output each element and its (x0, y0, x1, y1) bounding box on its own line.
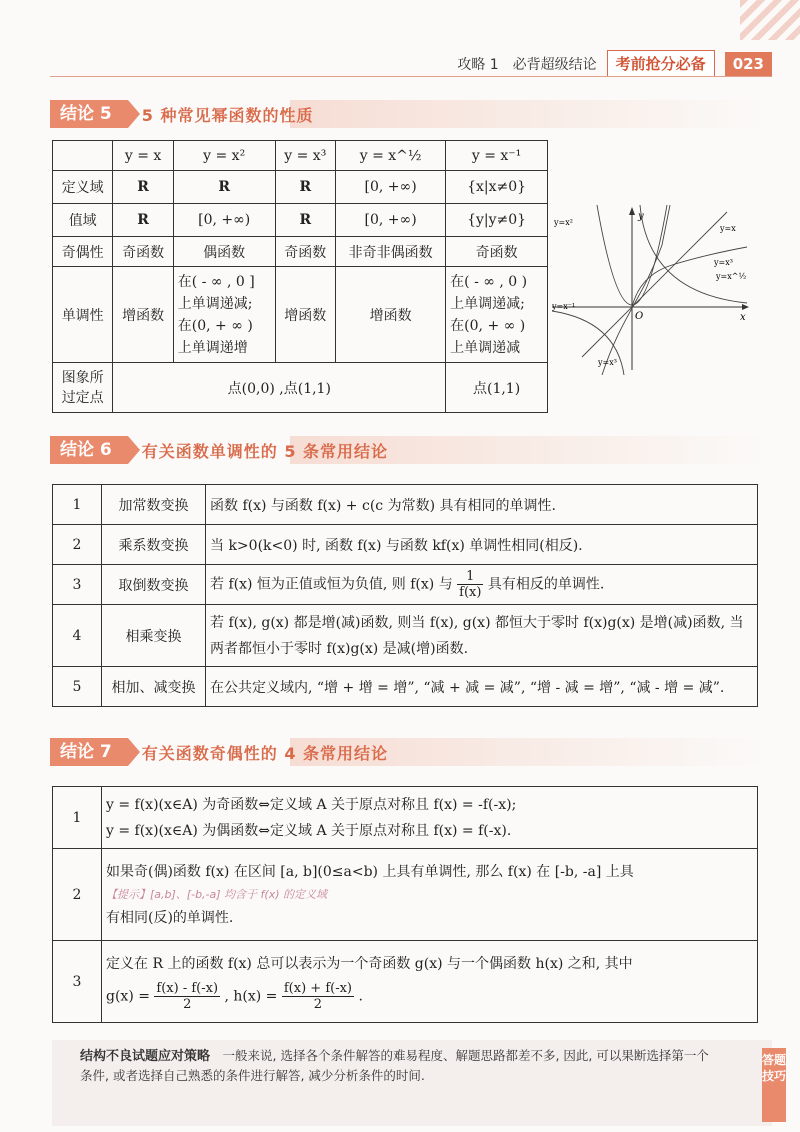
row-name: 乘系数变换 (102, 525, 206, 565)
running-header (457, 50, 772, 77)
fraction-denominator: f(x) (459, 585, 482, 600)
section7-title (50, 738, 388, 766)
row-label: 图象所 过定点 (53, 363, 113, 413)
section5-heading: 5 种常见幂函数的性质 (141, 105, 314, 125)
table-row (53, 267, 548, 363)
y-arrow-icon (629, 207, 635, 215)
table-row (53, 204, 548, 237)
table-row (53, 941, 758, 1023)
row-name: 相乘变换 (102, 605, 206, 667)
row-text: 在公共定义域内, “增 + 增 = 增”, “减 + 减 = 减”, “增 - 减 = 增”, “减 - 增 = 减”. (206, 667, 758, 707)
cell: R (113, 204, 173, 237)
side-tab: 答题技巧 (762, 1048, 786, 1122)
g-label: g(x) = (106, 988, 150, 1005)
y-axis-label: y (638, 211, 644, 222)
col-header: y = x³ (275, 141, 335, 171)
section5-title (50, 100, 313, 128)
table-row (53, 565, 758, 605)
row-text-before: 若 f(x) 恒为正值或恒为负值, 则 f(x) 与 (210, 576, 453, 593)
row-text: 当 k>0(k<0) 时, 函数 f(x) 与函数 kf(x) 单调性相同(相反). (206, 525, 758, 565)
cell: R (173, 171, 275, 204)
cell: {y|y≠0} (446, 204, 548, 237)
col-header: y = x⁻¹ (446, 141, 548, 171)
cell: 在( - ∞ , 0 ) 上单调递减; 在(0, + ∞ ) 上单调递减 (446, 267, 548, 363)
table-row (53, 667, 758, 707)
row-text: 若 f(x), g(x) 都是增(减)函数, 则当 f(x), g(x) 都恒大于零时 f(x)g(x) 是增(减)函数, 当两者都恒小于零时 f(x)g(x) 是减(增)函数. (206, 605, 758, 667)
table-row (53, 363, 548, 413)
fraction (282, 981, 354, 1012)
row-line: 有相同(反)的单调性. (106, 909, 234, 926)
row-text: 函数 f(x) 与函数 f(x) + c(c 为常数) 具有相同的单调性. (206, 485, 758, 525)
cell: 增函数 (275, 267, 335, 363)
cell: R (275, 204, 335, 237)
table-row (53, 605, 758, 667)
cell: 增函数 (113, 267, 173, 363)
row-label: 定义域 (53, 171, 113, 204)
table-corner (53, 141, 113, 171)
table-row (53, 237, 548, 267)
cell: 点(1,1) (446, 363, 548, 413)
row-text (102, 849, 758, 941)
row-number: 3 (53, 941, 102, 1023)
fraction-numerator: f(x) - f(-x) (156, 981, 219, 996)
x-axis-label: x (740, 312, 746, 323)
table-row (53, 849, 758, 941)
footer-body: 一般来说, 选择各个条件解答的难易程度、解题思路都差不多, 因此, 可以果断选择第一个条件, 或者选择自己熟悉的条件进行解答, 减少分析条件的时间. (80, 1048, 709, 1083)
cell: 非奇非偶函数 (336, 237, 446, 267)
row-label: 值域 (53, 204, 113, 237)
chapter-title: 攻略 1 必背超级结论 (457, 56, 597, 73)
row-line: y = f(x)(x∈A) 为偶函数⇔定义域 A 关于原点对称且 f(x) = f(-x). (106, 822, 512, 839)
cell: 偶函数 (173, 237, 275, 267)
cell: {x|x≠0} (446, 171, 548, 204)
parity-table (52, 786, 758, 1023)
row-number: 2 (53, 525, 102, 565)
label-y-inv: y=x⁻¹ (552, 302, 576, 311)
table-row (53, 485, 758, 525)
label-y-x3-bottom: y=x³ (598, 358, 617, 367)
row-text-after: 具有相反的单调性. (487, 576, 605, 593)
label-y-x2: y=x² (554, 218, 573, 227)
section6-title (50, 436, 388, 464)
table-row (53, 787, 758, 849)
row-label: 奇偶性 (53, 237, 113, 267)
section6-heading: 有关函数单调性的 5 条常用结论 (141, 441, 389, 461)
cell: R (113, 171, 173, 204)
section7-heading: 有关函数奇偶性的 4 条常用结论 (141, 743, 389, 763)
row-text (102, 941, 758, 1023)
row-number: 1 (53, 787, 102, 849)
row-line: y = f(x)(x∈A) 为奇函数⇔定义域 A 关于原点对称且 f(x) = -f(-x); (106, 796, 517, 813)
footer-text (80, 1046, 710, 1085)
book-badge: 考前抢分必备 (607, 50, 715, 77)
x-arrow-icon (742, 304, 749, 310)
h-label: , h(x) = (224, 988, 278, 1005)
cell: R (275, 171, 335, 204)
cell: 奇函数 (446, 237, 548, 267)
footer-title: 结构不良试题应对策略 (80, 1049, 211, 1064)
fraction-numerator: f(x) + f(-x) (283, 981, 352, 996)
fraction-denominator: 2 (183, 997, 192, 1012)
page-number: 023 (725, 52, 772, 76)
row-name: 加常数变换 (102, 485, 206, 525)
table-row (53, 525, 758, 565)
curve-y-inv-pos (640, 205, 747, 303)
cell: 在( - ∞ , 0 ] 上单调递减; 在(0, + ∞ ) 上单调递增 (173, 267, 275, 363)
row-name: 相加、减变换 (102, 667, 206, 707)
cell: [0, +∞) (336, 171, 446, 204)
formula-end: . (358, 988, 363, 1005)
row-line: 如果奇(偶)函数 f(x) 在区间 [a, b](0≤a<b) 上具有单调性, 那么 f(x) 在 [-b, -a] 上具 (106, 863, 634, 880)
table-row (53, 171, 548, 204)
section7-tag: 结论 7 (50, 738, 128, 766)
row-line: 定义在 R 上的函数 f(x) 总可以表示为一个奇函数 g(x) 与一个偶函数 h(x) 之和, 其中 (106, 956, 633, 972)
section5-tag: 结论 5 (50, 100, 128, 128)
fraction (457, 569, 483, 600)
cell: 奇函数 (113, 237, 173, 267)
row-text (102, 787, 758, 849)
row-number: 4 (53, 605, 102, 667)
handwritten-hint: 【提示】[a,b]、[-b,-a] 均含于 f(x) 的定义域 (106, 887, 327, 901)
cell: [0, +∞) (173, 204, 275, 237)
formula-line (106, 981, 753, 1012)
section-band (290, 100, 772, 128)
header-rule (50, 76, 772, 77)
col-header: y = x (113, 141, 173, 171)
row-name: 取倒数变换 (102, 565, 206, 605)
row-number: 1 (53, 485, 102, 525)
corner-decoration (740, 0, 800, 40)
col-header: y = x^½ (336, 141, 446, 171)
row-number: 5 (53, 667, 102, 707)
curve-y-x (582, 212, 727, 357)
row-label: 单调性 (53, 267, 113, 363)
monotonicity-table (52, 484, 758, 707)
power-function-graph (552, 205, 752, 375)
fraction-numerator: 1 (457, 569, 483, 585)
row-number: 2 (53, 849, 102, 941)
fraction-denominator: 2 (313, 997, 323, 1012)
label-y-sqrt: y=x^½ (716, 272, 747, 281)
cell: 点(0,0) ,点(1,1) (113, 363, 446, 413)
table-header-row (53, 141, 548, 171)
curve-y-x3 (602, 205, 670, 375)
col-header: y = x² (173, 141, 275, 171)
cell: [0, +∞) (336, 204, 446, 237)
fraction (154, 981, 220, 1012)
label-y-x3-top: y=x³ (714, 258, 733, 267)
row-text (206, 565, 758, 605)
power-function-table (52, 140, 548, 413)
label-y-x: y=x (720, 224, 736, 233)
cell: 增函数 (336, 267, 446, 363)
section6-tag: 结论 6 (50, 436, 128, 464)
cell: 奇函数 (275, 237, 335, 267)
origin-label: O (635, 311, 644, 322)
row-number: 3 (53, 565, 102, 605)
